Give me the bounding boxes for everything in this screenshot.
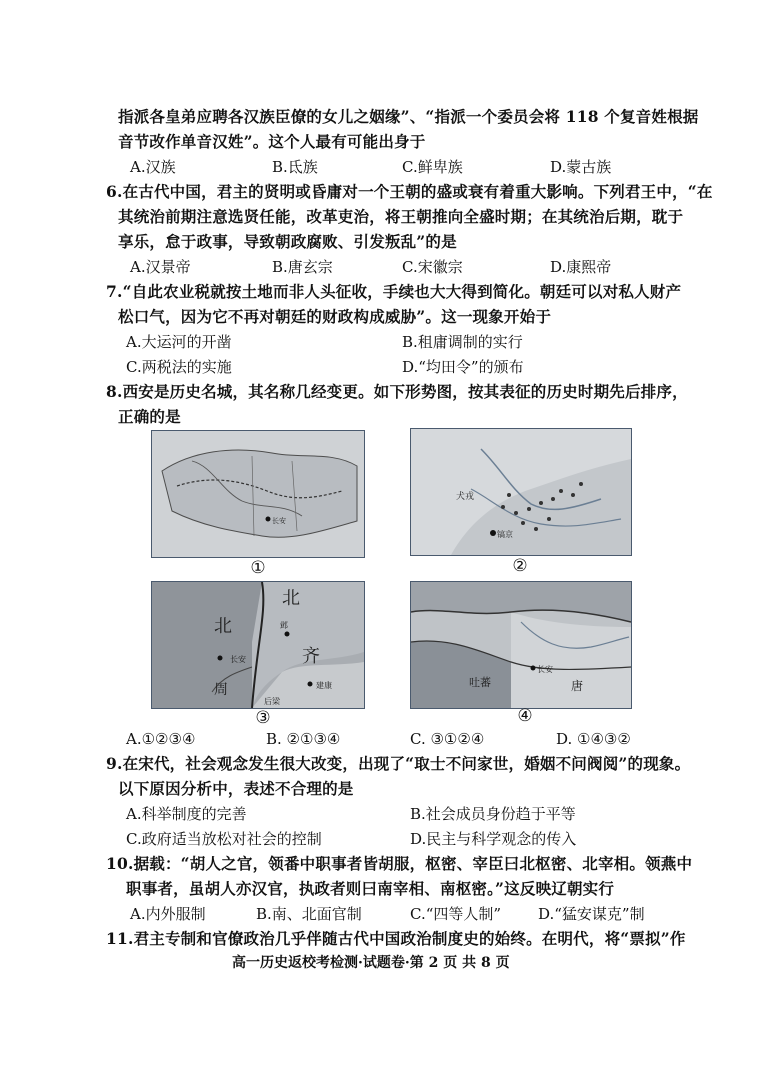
q8-line-2: 正确的是 bbox=[118, 407, 181, 426]
q5-option-a: A.汉族 bbox=[130, 158, 176, 176]
map-4-number: ④ bbox=[517, 706, 533, 726]
q7-line-1: 7.“自此农业税就按土地而非人头征收，手续也大大得到简化。朝廷可以对私人财产 bbox=[106, 282, 682, 301]
q6-line-1: 6.在古代中国，君主的贤明或昏庸对一个王朝的盛或衰有着重大影响。下列君王中，“在 bbox=[106, 182, 713, 201]
q7-option-c: C.两税法的实施 bbox=[126, 358, 232, 376]
map3-label-zhou: 周 bbox=[214, 682, 228, 698]
map1-label-changan: 长安 bbox=[272, 517, 286, 525]
q10-line-2: 职事者，虽胡人亦汉官，执政者则曰南宰相、南枢密。”这反映辽朝实行 bbox=[126, 879, 615, 898]
q10-option-a: A.内外服制 bbox=[130, 905, 206, 923]
q6-option-d: D.康熙帝 bbox=[550, 258, 612, 276]
q5-option-b: B.氐族 bbox=[272, 158, 318, 176]
map3-label-qi: 齐 bbox=[302, 646, 320, 667]
q7-option-d: D.“均田令”的颁布 bbox=[402, 358, 524, 376]
q8-option-d: D. ①④③② bbox=[556, 730, 631, 748]
q7-option-b: B.租庸调制的实行 bbox=[402, 333, 523, 351]
q9-option-d: D.民主与科学观念的传入 bbox=[410, 830, 577, 848]
q9-line-1: 9.在宋代，社会观念发生很大改变，出现了“取士不问家世，婚姻不问阀阅”的现象。 bbox=[106, 754, 691, 773]
q8-option-c: C. ③①②④ bbox=[410, 730, 485, 748]
q6-option-a: A.汉景帝 bbox=[130, 258, 191, 276]
map2-label-haojing: 镐京 bbox=[497, 530, 513, 539]
q10-option-b: B.南、北面官制 bbox=[256, 905, 362, 923]
map4-label-changan: 长安 bbox=[537, 665, 553, 674]
q9-option-b: B.社会成员身份趋于平等 bbox=[410, 805, 576, 823]
q9-option-c: C.政府适当放松对社会的控制 bbox=[126, 830, 322, 848]
q9-line-2: 以下原因分析中，表述不合理的是 bbox=[118, 779, 354, 798]
q5-option-c: C.鲜卑族 bbox=[402, 158, 463, 176]
map3-label-houliang: 后梁 bbox=[264, 697, 280, 706]
map3-label-jiankang: 建康 bbox=[316, 681, 332, 690]
map-2 bbox=[410, 428, 632, 556]
q10-line-1: 10.据载：“胡人之官，领番中职事者皆胡服，枢密、宰臣曰北枢密、北宰相。领燕中 bbox=[106, 854, 693, 873]
map4-label-tubo: 吐蕃 bbox=[469, 676, 491, 689]
q7-line-2: 松口气，因为它不再对朝廷的财政构成威胁”。这一现象开始于 bbox=[118, 307, 552, 326]
q6-option-c: C.宋徽宗 bbox=[402, 258, 463, 276]
map-1 bbox=[151, 430, 365, 558]
map3-label-bei-1: 北 bbox=[214, 616, 232, 637]
q5-line-1: 指派各皇弟应聘各汉族臣僚的女儿之姻缘”、“指派一个委员会将 118 个复音姓根据 bbox=[118, 107, 699, 126]
q6-line-2: 其统治前期注意选贤任能，改革吏治，将王朝推向全盛时期；在其统治后期，耽于 bbox=[118, 207, 684, 226]
q11-line-1: 11.君主专制和官僚政治几乎伴随古代中国政治制度史的始终。在明代，将“票拟”作 bbox=[106, 929, 686, 948]
q8-option-a: A.①②③④ bbox=[126, 730, 196, 748]
map3-label-ye: 邺 bbox=[280, 621, 288, 630]
q8-option-b: B. ②①③④ bbox=[266, 730, 341, 748]
q5-line-2: 音节改作单音汉姓”。这个人最有可能出身于 bbox=[118, 132, 426, 151]
q7-option-a: A.大运河的开凿 bbox=[126, 333, 232, 351]
q6-line-3: 享乐，怠于政事，导致朝政腐败、引发叛乱”的是 bbox=[118, 232, 457, 251]
page-footer: 高一历史返校考检测·试题卷·第 2 页 共 8 页 bbox=[232, 955, 510, 971]
q9-option-a: A.科举制度的完善 bbox=[126, 805, 247, 823]
map3-label-changan: 长安 bbox=[230, 655, 246, 664]
map-2-number: ② bbox=[512, 556, 528, 576]
q8-line-1: 8.西安是历史名城，其名称几经变更。如下形势图，按其表征的历史时期先后排序， bbox=[106, 382, 688, 401]
q5-option-d: D.蒙古族 bbox=[550, 158, 612, 176]
q10-option-d: D.“猛安谋克”制 bbox=[538, 905, 645, 923]
map3-label-bei-2: 北 bbox=[282, 588, 300, 609]
map2-label-quanrong: 犬戎 bbox=[456, 492, 475, 502]
q10-option-c: C.“四等人制” bbox=[410, 905, 502, 923]
q6-option-b: B.唐玄宗 bbox=[272, 258, 333, 276]
map-1-number: ① bbox=[250, 558, 266, 578]
map4-label-tang: 唐 bbox=[571, 679, 584, 693]
map-4 bbox=[410, 581, 632, 709]
map-3-number: ③ bbox=[255, 708, 271, 728]
map-3 bbox=[151, 581, 365, 709]
